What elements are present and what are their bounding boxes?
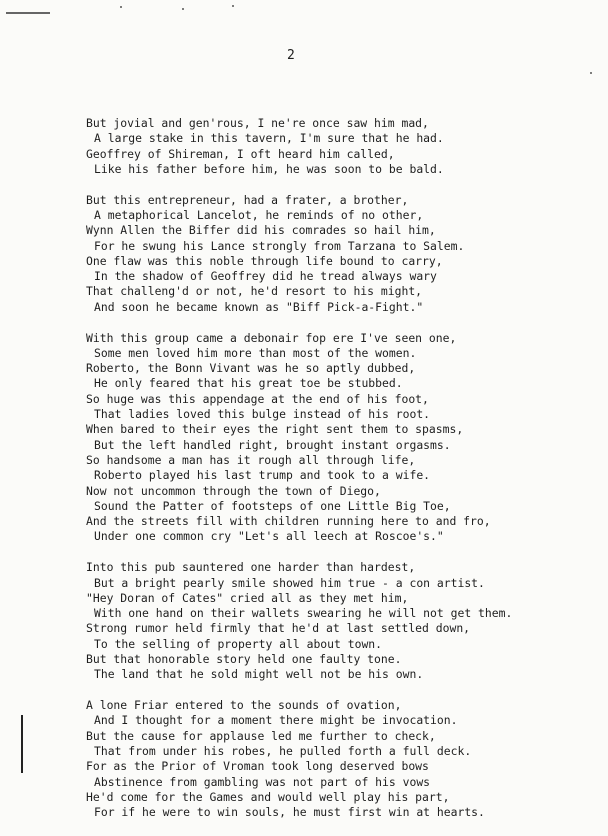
poem-line: He only feared that his great toe be stubbed. <box>94 376 403 391</box>
poem-line: And I thought for a moment there might be invocation. <box>94 713 458 728</box>
stanza <box>86 331 601 545</box>
poem-line: That from under his robes, he pulled forth a full deck. <box>94 743 472 758</box>
margin-mark <box>21 715 23 773</box>
stanza <box>86 698 601 820</box>
poem-line: So handsome a man has it rough all through life, <box>86 452 416 467</box>
poem-line: "Hey Doran of Cates" cried all as they met him, <box>86 590 409 605</box>
poem-line: For he swung his Lance strongly from Tarzana to Salem. <box>94 238 465 253</box>
poem-line: A large stake in this tavern, I'm sure that he had. <box>94 131 444 146</box>
poem-line: But that honorable story held one faulty tone. <box>86 652 402 666</box>
stanza <box>86 193 601 315</box>
scan-speck <box>232 5 234 7</box>
poem-line: Roberto, the Bonn Vivant was he so aptly dubbed, <box>86 361 416 376</box>
poem-line: That ladies loved this bulge instead of his root. <box>94 407 431 422</box>
poem-line: And the streets fill with children running here to and fro, <box>86 514 491 529</box>
poem-line: Strong rumor held firmly that he'd at last settled down, <box>86 621 471 636</box>
poem-line: But the left handled right, brought instant orgasms. <box>94 437 451 452</box>
stanza <box>86 116 601 177</box>
poem-line: Like his father before him, he was soon to be bald. <box>94 161 444 176</box>
poem-line: But jovial and gen'rous, I ne're once saw him mad, <box>86 116 429 130</box>
stanza <box>86 560 601 682</box>
scan-speck <box>182 8 184 10</box>
poem-line: For as the Prior of Vroman took long deserved bows <box>86 759 429 774</box>
poem-line: Wynn Allen the Biffer did his comrades so hail him, <box>86 223 436 238</box>
poem-body <box>86 116 601 836</box>
poem-line: So huge was this appendage at the end of his foot, <box>86 391 429 406</box>
poem-line: And soon he became known as "Biff Pick-a-Fight." <box>94 299 424 314</box>
poem-line: One flaw was this noble through life bound to carry, <box>86 253 443 268</box>
poem-line: Geoffrey of Shireman, I oft heard him called, <box>86 146 395 161</box>
poem-line: For if he were to win souls, he must first win at hearts. <box>94 805 485 820</box>
scan-speck <box>120 6 122 8</box>
poem-line: That challeng'd or not, he'd resort to his might, <box>86 284 423 299</box>
page-number: 2 <box>287 48 295 63</box>
poem-line: But this entrepreneur, had a frater, a brother, <box>86 192 409 207</box>
poem-line: But the cause for applause led me further to check, <box>86 728 436 743</box>
poem-line: Now not uncommon through the town of Diego, <box>86 483 381 498</box>
poem-line: Sound the Patter of footsteps of one Little Big Toe, <box>94 498 451 513</box>
poem-line: The land that he sold might well not be his own. <box>94 667 424 682</box>
poem-line: When bared to their eyes the right sent them to spasms, <box>86 422 464 437</box>
scan-smudge <box>6 12 50 14</box>
poem-line: Abstinence from gambling was not part of his vows <box>94 774 431 789</box>
poem-line: Roberto played his last trump and took to a wife. <box>94 468 431 483</box>
poem-line: With this group came a debonair fop ere I've seen one, <box>86 330 457 345</box>
poem-line: In the shadow of Geoffrey did he tread always wary <box>94 269 437 284</box>
poem-line: Some men loved him more than most of the women. <box>94 345 417 360</box>
scan-speck <box>590 72 592 74</box>
poem-line: He'd come for the Games and would well play his part, <box>86 789 450 804</box>
poem-line: Into this pub sauntered one harder than hardest, <box>86 560 416 575</box>
poem-line: Under one common cry "Let's all leech at Roscoe's." <box>94 529 444 544</box>
poem-line: To the selling of property all about town. <box>94 636 383 651</box>
poem-line: A lone Friar entered to the sounds of ovation, <box>86 698 402 713</box>
poem-line: A metaphorical Lancelot, he reminds of no other, <box>94 207 424 222</box>
poem-line: But a bright pearly smile showed him true - a con artist. <box>94 575 485 590</box>
poem-line: With one hand on their wallets swearing he will not get them. <box>94 606 513 621</box>
